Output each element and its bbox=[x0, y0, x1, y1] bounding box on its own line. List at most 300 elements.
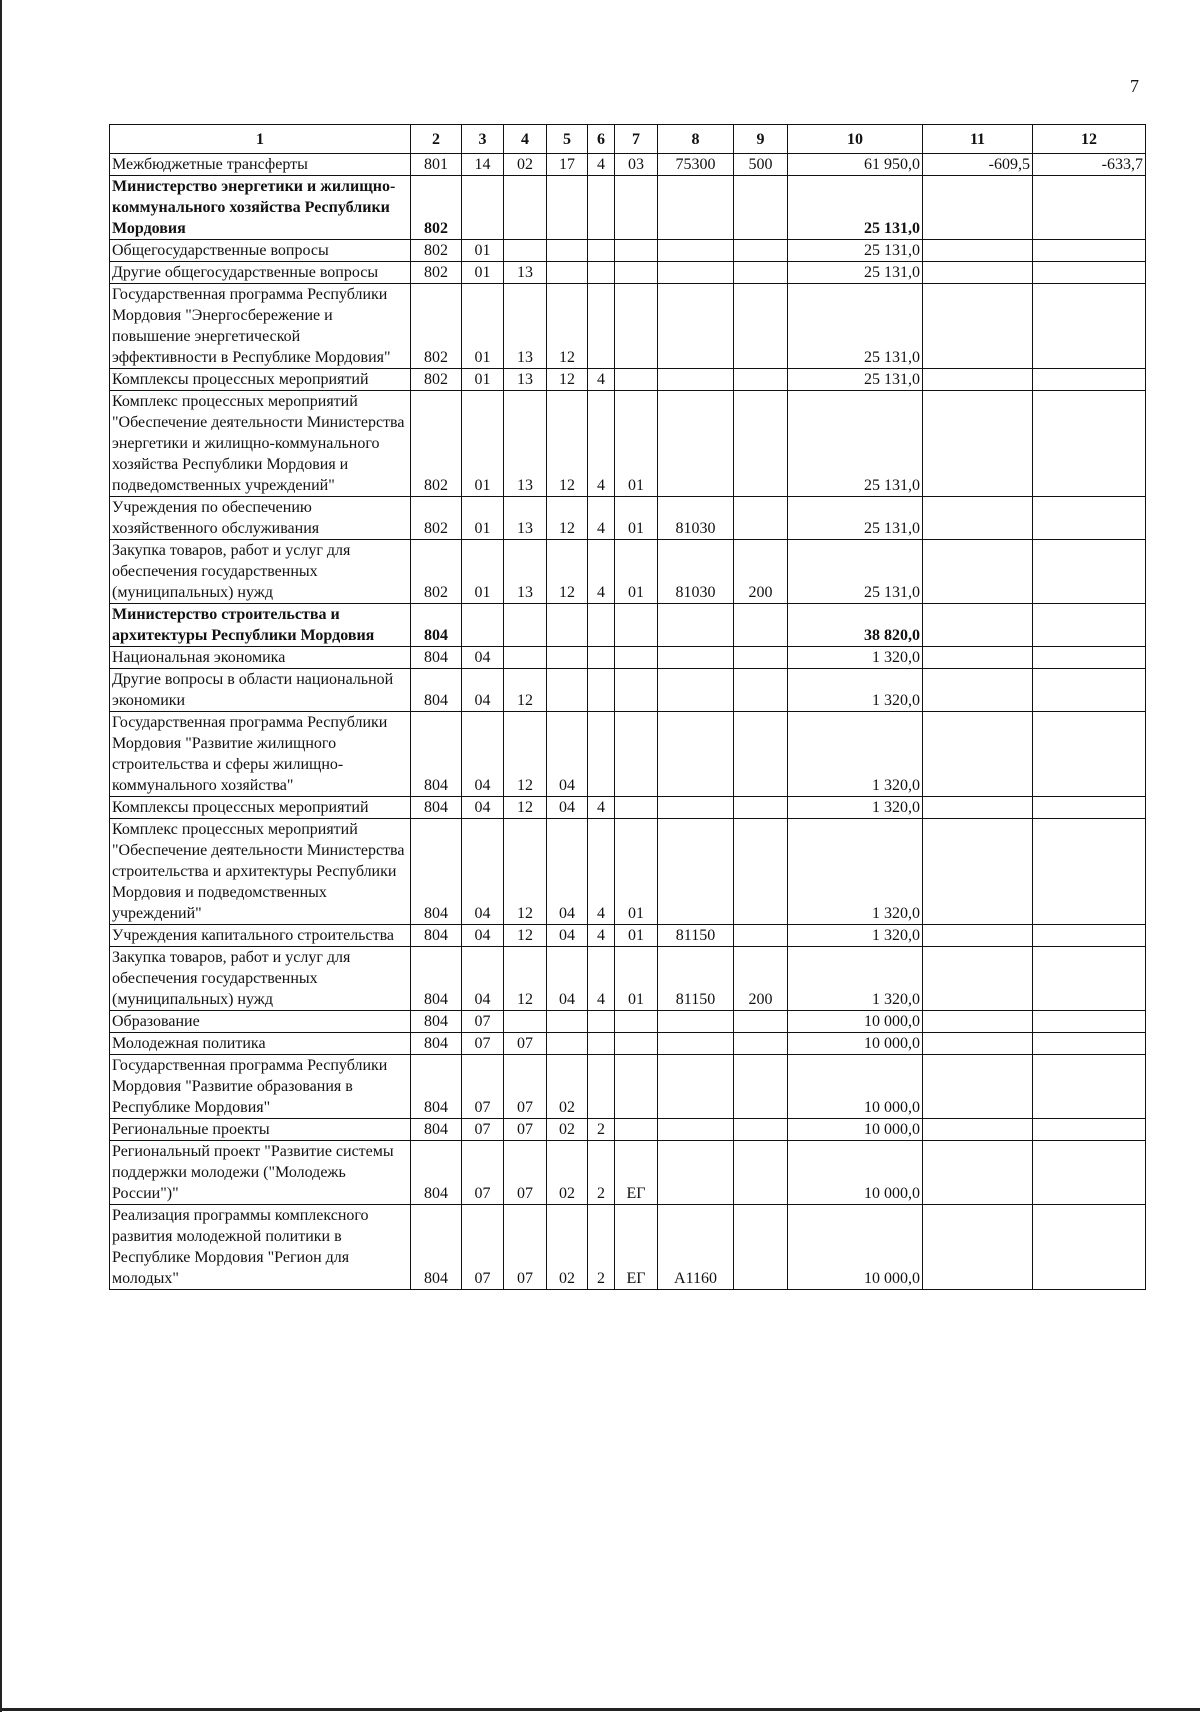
row-code-section: 14 bbox=[462, 154, 504, 176]
row-code-section bbox=[462, 176, 504, 240]
row-code-type bbox=[588, 669, 615, 712]
row-code-program: 12 bbox=[547, 284, 588, 369]
row-code-program: 04 bbox=[547, 797, 588, 819]
row-code-type: 2 bbox=[588, 1119, 615, 1141]
row-name: Другие общегосударственные вопросы bbox=[110, 262, 411, 284]
row-name: Реализация программы комплексного развития молодежной политики в Республике Мордовия "Регион для молодых" bbox=[110, 1205, 411, 1290]
row-amount: 25 131,0 bbox=[788, 240, 923, 262]
row-change-2 bbox=[1033, 925, 1146, 947]
row-code-direction: 01 bbox=[615, 819, 658, 925]
row-code-subsection: 13 bbox=[504, 262, 547, 284]
row-amount: 1 320,0 bbox=[788, 797, 923, 819]
row-amount: 1 320,0 bbox=[788, 819, 923, 925]
row-change-2 bbox=[1033, 1119, 1146, 1141]
row-code-type bbox=[588, 604, 615, 647]
row-name: Комплекс процессных мероприятий "Обеспечение деятельности Министерства энергетики и жилищно-коммунального хозяйства Республики Мордовия и подведомственных учреждений" bbox=[110, 391, 411, 497]
row-code-section: 07 bbox=[462, 1141, 504, 1205]
row-amount: 1 320,0 bbox=[788, 647, 923, 669]
row-code-direction bbox=[615, 240, 658, 262]
row-code-target bbox=[658, 712, 734, 797]
row-code-target: 81150 bbox=[658, 947, 734, 1011]
row-code-target: 81030 bbox=[658, 497, 734, 540]
row-code-program: 02 bbox=[547, 1205, 588, 1290]
row-code-admin: 804 bbox=[411, 647, 462, 669]
column-header: 2 bbox=[411, 125, 462, 154]
row-code-target: 75300 bbox=[658, 154, 734, 176]
table-row bbox=[110, 1011, 1146, 1033]
row-name: Государственная программа Республики Мордовия "Развитие образования в Республике Мордовия" bbox=[110, 1055, 411, 1119]
row-code-direction: 03 bbox=[615, 154, 658, 176]
row-code-type: 4 bbox=[588, 797, 615, 819]
row-code-expense-type bbox=[734, 712, 788, 797]
column-header: 7 bbox=[615, 125, 658, 154]
row-code-type: 4 bbox=[588, 369, 615, 391]
row-code-admin: 804 bbox=[411, 1141, 462, 1205]
row-code-expense-type bbox=[734, 497, 788, 540]
row-code-type: 4 bbox=[588, 947, 615, 1011]
budget-table bbox=[109, 124, 1146, 1290]
row-change-2 bbox=[1033, 604, 1146, 647]
row-code-target bbox=[658, 819, 734, 925]
row-name: Молодежная политика bbox=[110, 1033, 411, 1055]
row-amount: 10 000,0 bbox=[788, 1119, 923, 1141]
row-code-direction bbox=[615, 176, 658, 240]
row-change-2 bbox=[1033, 176, 1146, 240]
row-code-subsection: 07 bbox=[504, 1141, 547, 1205]
row-change-1 bbox=[923, 262, 1033, 284]
table-row bbox=[110, 669, 1146, 712]
row-code-subsection: 07 bbox=[504, 1119, 547, 1141]
row-code-program bbox=[547, 604, 588, 647]
row-code-direction bbox=[615, 1119, 658, 1141]
row-code-target bbox=[658, 1141, 734, 1205]
row-code-target bbox=[658, 1011, 734, 1033]
row-name: Региональные проекты bbox=[110, 1119, 411, 1141]
row-code-program bbox=[547, 176, 588, 240]
table-row bbox=[110, 1033, 1146, 1055]
row-change-1 bbox=[923, 1055, 1033, 1119]
row-code-program bbox=[547, 1011, 588, 1033]
column-header: 12 bbox=[1033, 125, 1146, 154]
row-code-direction bbox=[615, 369, 658, 391]
row-code-admin: 802 bbox=[411, 240, 462, 262]
row-code-subsection: 12 bbox=[504, 712, 547, 797]
row-change-2 bbox=[1033, 497, 1146, 540]
row-code-subsection bbox=[504, 604, 547, 647]
row-name: Закупка товаров, работ и услуг для обеспечения государственных (муниципальных) нужд bbox=[110, 947, 411, 1011]
row-name: Образование bbox=[110, 1011, 411, 1033]
row-code-target: 81030 bbox=[658, 540, 734, 604]
row-code-type bbox=[588, 1055, 615, 1119]
row-code-section: 01 bbox=[462, 240, 504, 262]
row-code-expense-type bbox=[734, 925, 788, 947]
row-code-admin: 804 bbox=[411, 669, 462, 712]
row-change-1 bbox=[923, 1119, 1033, 1141]
row-code-expense-type bbox=[734, 284, 788, 369]
row-code-section bbox=[462, 604, 504, 647]
row-code-section: 07 bbox=[462, 1205, 504, 1290]
row-code-subsection bbox=[504, 240, 547, 262]
column-header: 1 bbox=[110, 125, 411, 154]
row-amount: 10 000,0 bbox=[788, 1011, 923, 1033]
row-change-1 bbox=[923, 240, 1033, 262]
row-code-program: 02 bbox=[547, 1119, 588, 1141]
row-code-program: 12 bbox=[547, 369, 588, 391]
row-code-admin: 804 bbox=[411, 925, 462, 947]
row-code-admin: 804 bbox=[411, 1119, 462, 1141]
row-code-target bbox=[658, 176, 734, 240]
row-amount: 10 000,0 bbox=[788, 1141, 923, 1205]
row-code-section: 01 bbox=[462, 262, 504, 284]
row-name: Государственная программа Республики Мордовия "Развитие жилищного строительства и сферы жилищно-коммунального хозяйства" bbox=[110, 712, 411, 797]
column-header: 8 bbox=[658, 125, 734, 154]
row-name: Региональный проект "Развитие системы поддержки молодежи ("Молодежь России")" bbox=[110, 1141, 411, 1205]
row-change-2 bbox=[1033, 669, 1146, 712]
row-code-section: 04 bbox=[462, 712, 504, 797]
row-code-type: 4 bbox=[588, 819, 615, 925]
row-code-type bbox=[588, 1011, 615, 1033]
table-row bbox=[110, 1055, 1146, 1119]
row-change-1 bbox=[923, 1011, 1033, 1033]
row-code-admin: 804 bbox=[411, 819, 462, 925]
row-change-2 bbox=[1033, 1205, 1146, 1290]
row-code-subsection: 07 bbox=[504, 1055, 547, 1119]
row-change-2 bbox=[1033, 240, 1146, 262]
row-change-1 bbox=[923, 176, 1033, 240]
row-change-2 bbox=[1033, 369, 1146, 391]
row-code-type bbox=[588, 262, 615, 284]
row-code-expense-type bbox=[734, 797, 788, 819]
row-amount: 10 000,0 bbox=[788, 1205, 923, 1290]
row-code-subsection: 02 bbox=[504, 154, 547, 176]
row-code-program: 17 bbox=[547, 154, 588, 176]
row-code-section: 04 bbox=[462, 797, 504, 819]
row-change-2 bbox=[1033, 540, 1146, 604]
row-change-2 bbox=[1033, 647, 1146, 669]
row-code-subsection: 13 bbox=[504, 540, 547, 604]
table-row bbox=[110, 154, 1146, 176]
table-row bbox=[110, 947, 1146, 1011]
row-code-program bbox=[547, 669, 588, 712]
row-code-subsection bbox=[504, 1011, 547, 1033]
row-change-2 bbox=[1033, 262, 1146, 284]
row-code-target bbox=[658, 240, 734, 262]
page-number: 7 bbox=[1130, 76, 1139, 96]
row-code-type: 2 bbox=[588, 1141, 615, 1205]
column-header: 10 bbox=[788, 125, 923, 154]
row-name: Межбюджетные трансферты bbox=[110, 154, 411, 176]
table-row bbox=[110, 262, 1146, 284]
column-header: 6 bbox=[588, 125, 615, 154]
table-row bbox=[110, 176, 1146, 240]
row-code-admin: 804 bbox=[411, 1055, 462, 1119]
row-code-type: 4 bbox=[588, 540, 615, 604]
scan-border-bottom bbox=[0, 1708, 1200, 1711]
row-code-direction: ЕГ bbox=[615, 1205, 658, 1290]
row-code-target bbox=[658, 669, 734, 712]
row-name: Национальная экономика bbox=[110, 647, 411, 669]
row-code-target: 81150 bbox=[658, 925, 734, 947]
row-amount: 1 320,0 bbox=[788, 925, 923, 947]
row-code-admin: 804 bbox=[411, 1205, 462, 1290]
row-code-direction: 01 bbox=[615, 925, 658, 947]
row-code-admin: 801 bbox=[411, 154, 462, 176]
row-code-admin: 804 bbox=[411, 1011, 462, 1033]
row-name: Комплексы процессных мероприятий bbox=[110, 369, 411, 391]
row-amount: 10 000,0 bbox=[788, 1033, 923, 1055]
header-row bbox=[110, 125, 1146, 154]
table-row bbox=[110, 497, 1146, 540]
row-code-admin: 804 bbox=[411, 604, 462, 647]
row-code-expense-type: 500 bbox=[734, 154, 788, 176]
row-code-type: 4 bbox=[588, 925, 615, 947]
row-code-target: А1160 bbox=[658, 1205, 734, 1290]
row-code-type bbox=[588, 647, 615, 669]
row-code-direction: 01 bbox=[615, 497, 658, 540]
row-code-admin: 804 bbox=[411, 947, 462, 1011]
row-code-program: 02 bbox=[547, 1055, 588, 1119]
row-code-direction bbox=[615, 1055, 658, 1119]
row-code-subsection: 12 bbox=[504, 797, 547, 819]
column-header: 3 bbox=[462, 125, 504, 154]
table-body bbox=[110, 154, 1146, 1290]
row-code-expense-type bbox=[734, 1033, 788, 1055]
row-change-1 bbox=[923, 647, 1033, 669]
row-code-expense-type bbox=[734, 604, 788, 647]
row-code-expense-type bbox=[734, 1011, 788, 1033]
row-change-1 bbox=[923, 1033, 1033, 1055]
row-code-program bbox=[547, 1033, 588, 1055]
row-code-section: 07 bbox=[462, 1055, 504, 1119]
row-name: Закупка товаров, работ и услуг для обеспечения государственных (муниципальных) нужд bbox=[110, 540, 411, 604]
row-code-program: 12 bbox=[547, 540, 588, 604]
row-code-type bbox=[588, 284, 615, 369]
row-amount: 1 320,0 bbox=[788, 669, 923, 712]
row-change-2 bbox=[1033, 1033, 1146, 1055]
table-row bbox=[110, 925, 1146, 947]
row-code-program bbox=[547, 262, 588, 284]
row-change-2 bbox=[1033, 819, 1146, 925]
row-code-target bbox=[658, 647, 734, 669]
row-code-subsection: 13 bbox=[504, 497, 547, 540]
row-code-expense-type bbox=[734, 1055, 788, 1119]
row-amount: 1 320,0 bbox=[788, 712, 923, 797]
row-code-admin: 804 bbox=[411, 797, 462, 819]
row-code-admin: 804 bbox=[411, 712, 462, 797]
row-change-2 bbox=[1033, 1055, 1146, 1119]
row-code-expense-type bbox=[734, 1119, 788, 1141]
row-code-direction: 01 bbox=[615, 540, 658, 604]
row-code-program: 12 bbox=[547, 497, 588, 540]
row-code-admin: 802 bbox=[411, 540, 462, 604]
row-code-admin: 802 bbox=[411, 369, 462, 391]
row-code-target bbox=[658, 604, 734, 647]
row-change-1 bbox=[923, 797, 1033, 819]
row-change-2 bbox=[1033, 1141, 1146, 1205]
row-code-direction: 01 bbox=[615, 391, 658, 497]
row-code-direction bbox=[615, 647, 658, 669]
row-change-1 bbox=[923, 540, 1033, 604]
row-code-section: 01 bbox=[462, 284, 504, 369]
row-change-1 bbox=[923, 391, 1033, 497]
row-code-program: 04 bbox=[547, 947, 588, 1011]
row-code-type bbox=[588, 176, 615, 240]
row-code-expense-type bbox=[734, 369, 788, 391]
row-code-type bbox=[588, 712, 615, 797]
row-code-program: 12 bbox=[547, 391, 588, 497]
row-code-program: 04 bbox=[547, 712, 588, 797]
row-amount: 25 131,0 bbox=[788, 284, 923, 369]
row-name: Министерство строительства и архитектуры Республики Мордовия bbox=[110, 604, 411, 647]
row-code-target bbox=[658, 797, 734, 819]
row-code-expense-type bbox=[734, 819, 788, 925]
row-code-expense-type bbox=[734, 669, 788, 712]
row-code-direction: ЕГ bbox=[615, 1141, 658, 1205]
row-code-target bbox=[658, 1119, 734, 1141]
row-code-target bbox=[658, 284, 734, 369]
row-code-subsection: 07 bbox=[504, 1205, 547, 1290]
row-code-target bbox=[658, 1055, 734, 1119]
column-header: 9 bbox=[734, 125, 788, 154]
row-code-section: 01 bbox=[462, 540, 504, 604]
row-amount: 1 320,0 bbox=[788, 947, 923, 1011]
row-amount: 25 131,0 bbox=[788, 540, 923, 604]
row-code-subsection: 13 bbox=[504, 284, 547, 369]
row-code-type bbox=[588, 1033, 615, 1055]
row-change-1 bbox=[923, 369, 1033, 391]
row-code-section: 04 bbox=[462, 925, 504, 947]
row-code-subsection: 12 bbox=[504, 819, 547, 925]
row-change-2 bbox=[1033, 797, 1146, 819]
row-code-direction bbox=[615, 797, 658, 819]
row-name: Другие вопросы в области национальной экономики bbox=[110, 669, 411, 712]
row-name: Учреждения капитального строительства bbox=[110, 925, 411, 947]
table-row bbox=[110, 1119, 1146, 1141]
table-row bbox=[110, 391, 1146, 497]
table-row bbox=[110, 604, 1146, 647]
row-code-expense-type: 200 bbox=[734, 540, 788, 604]
row-code-program: 02 bbox=[547, 1141, 588, 1205]
row-code-subsection: 07 bbox=[504, 1033, 547, 1055]
row-change-1 bbox=[923, 669, 1033, 712]
table-header bbox=[110, 125, 1146, 154]
row-change-2 bbox=[1033, 391, 1146, 497]
table-row bbox=[110, 797, 1146, 819]
row-code-expense-type bbox=[734, 176, 788, 240]
row-code-type: 2 bbox=[588, 1205, 615, 1290]
table-row bbox=[110, 1205, 1146, 1290]
row-code-admin: 802 bbox=[411, 391, 462, 497]
row-amount: 25 131,0 bbox=[788, 176, 923, 240]
row-code-section: 07 bbox=[462, 1033, 504, 1055]
row-change-1 bbox=[923, 1141, 1033, 1205]
row-code-direction bbox=[615, 712, 658, 797]
row-amount: 61 950,0 bbox=[788, 154, 923, 176]
row-change-1 bbox=[923, 1205, 1033, 1290]
row-change-1 bbox=[923, 712, 1033, 797]
row-code-expense-type bbox=[734, 1205, 788, 1290]
row-amount: 25 131,0 bbox=[788, 391, 923, 497]
row-name: Комплексы процессных мероприятий bbox=[110, 797, 411, 819]
row-change-1 bbox=[923, 947, 1033, 1011]
row-code-admin: 802 bbox=[411, 284, 462, 369]
row-code-subsection: 13 bbox=[504, 369, 547, 391]
row-code-subsection: 12 bbox=[504, 947, 547, 1011]
row-name: Министерство энергетики и жилищно-коммунального хозяйства Республики Мордовия bbox=[110, 176, 411, 240]
row-code-admin: 802 bbox=[411, 176, 462, 240]
row-code-section: 04 bbox=[462, 819, 504, 925]
row-amount: 10 000,0 bbox=[788, 1055, 923, 1119]
scan-border-left bbox=[0, 0, 2, 1712]
row-code-direction bbox=[615, 669, 658, 712]
column-header: 5 bbox=[547, 125, 588, 154]
row-code-program bbox=[547, 647, 588, 669]
row-code-expense-type: 200 bbox=[734, 947, 788, 1011]
row-code-section: 01 bbox=[462, 369, 504, 391]
row-code-admin: 804 bbox=[411, 1033, 462, 1055]
table-row bbox=[110, 1141, 1146, 1205]
row-name: Общегосударственные вопросы bbox=[110, 240, 411, 262]
row-code-program bbox=[547, 240, 588, 262]
row-code-direction bbox=[615, 1011, 658, 1033]
row-code-expense-type bbox=[734, 240, 788, 262]
row-code-subsection bbox=[504, 647, 547, 669]
row-code-target bbox=[658, 369, 734, 391]
row-change-2: -633,7 bbox=[1033, 154, 1146, 176]
row-change-2 bbox=[1033, 947, 1146, 1011]
row-amount: 38 820,0 bbox=[788, 604, 923, 647]
row-code-target bbox=[658, 1033, 734, 1055]
table-row bbox=[110, 647, 1146, 669]
row-code-direction: 01 bbox=[615, 947, 658, 1011]
row-change-1: -609,5 bbox=[923, 154, 1033, 176]
row-code-direction bbox=[615, 604, 658, 647]
table-row bbox=[110, 712, 1146, 797]
row-code-section: 04 bbox=[462, 947, 504, 1011]
row-code-direction bbox=[615, 1033, 658, 1055]
row-amount: 25 131,0 bbox=[788, 497, 923, 540]
row-code-expense-type bbox=[734, 262, 788, 284]
row-change-1 bbox=[923, 819, 1033, 925]
row-change-2 bbox=[1033, 284, 1146, 369]
row-change-1 bbox=[923, 604, 1033, 647]
row-name: Государственная программа Республики Мордовия "Энергосбережение и повышение энергетической эффективности в Республике Мордовия" bbox=[110, 284, 411, 369]
row-change-2 bbox=[1033, 712, 1146, 797]
row-code-section: 07 bbox=[462, 1119, 504, 1141]
row-code-section: 04 bbox=[462, 647, 504, 669]
row-code-subsection bbox=[504, 176, 547, 240]
row-code-section: 01 bbox=[462, 391, 504, 497]
table-row bbox=[110, 284, 1146, 369]
row-code-program: 04 bbox=[547, 819, 588, 925]
row-code-subsection: 12 bbox=[504, 925, 547, 947]
row-code-target bbox=[658, 391, 734, 497]
row-code-section: 01 bbox=[462, 497, 504, 540]
column-header: 11 bbox=[923, 125, 1033, 154]
row-amount: 25 131,0 bbox=[788, 369, 923, 391]
row-code-type: 4 bbox=[588, 154, 615, 176]
row-change-1 bbox=[923, 284, 1033, 369]
row-change-2 bbox=[1033, 1011, 1146, 1033]
column-header: 4 bbox=[504, 125, 547, 154]
table-row bbox=[110, 369, 1146, 391]
row-code-type: 4 bbox=[588, 497, 615, 540]
row-code-type: 4 bbox=[588, 391, 615, 497]
row-code-section: 04 bbox=[462, 669, 504, 712]
row-amount: 25 131,0 bbox=[788, 262, 923, 284]
row-code-admin: 802 bbox=[411, 262, 462, 284]
row-code-subsection: 13 bbox=[504, 391, 547, 497]
